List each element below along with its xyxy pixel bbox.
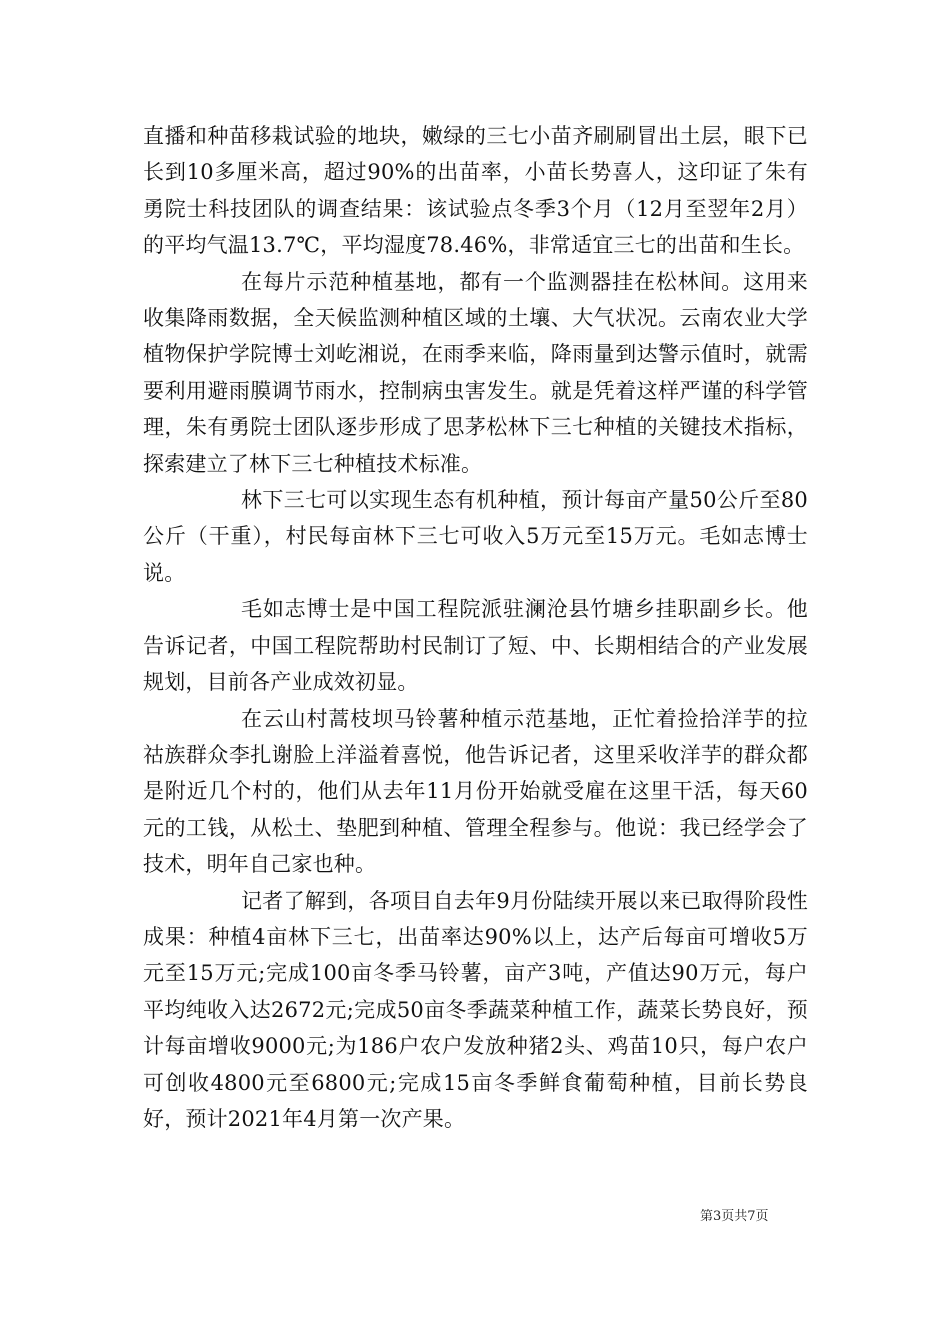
paragraph-3: 林下三七可以实现生态有机种植，预计每亩产量50公斤至80公斤（干重），村民每亩林下三七可收入5万元至15万元。毛如志博士说。 xyxy=(143,488,808,585)
paragraph-6: 记者了解到，各项目自去年9月份陆续开展以来已取得阶段性成果：种植4亩林下三七，出苗率达90%以上，达产后每亩可增收5万元至15万元;完成100亩冬季马铃薯，亩产3吨，产值达90万元，每户平均纯收入达2672元;完成50亩冬季蔬菜种植工作，蔬菜长势良好，预计每亩增收9000元;为186户农户发放种猪2头、鸡苗10只，每户农户可创收4800元至6800元;完成15亩冬季鲜食葡萄种植，目前长势良好，预计2021年4月第一次产果。 xyxy=(143,888,808,1131)
paragraph-4: 毛如志博士是中国工程院派驻澜沧县竹塘乡挂职副乡长。他告诉记者，中国工程院帮助村民制订了短、中、长期相结合的产业发展规划，目前各产业成效初显。 xyxy=(143,597,808,695)
page-number: 第3页共7页 xyxy=(700,1209,769,1224)
paragraph-5: 在云山村蒿枝坝马铃薯种植示范基地，正忙着捡拾洋芋的拉祜族群众李扎谢脸上洋溢着喜悦，他告诉记者，这里采收洋芋的群众都是附近几个村的，他们从去年11月份开始就受雇在这里干活，每天60元的工钱，从松土、垫肥到种植、管理全程参与。他说：我已经学会了技术，明年自己家也种。 xyxy=(143,706,808,877)
paragraph-2: 在每片示范种植基地，都有一个监测器挂在松林间。这用来收集降雨数据，全天候监测种植区域的土壤、大气状况。云南农业大学植物保护学院博士刘屹湘说，在雨季来临，降雨量到达警示值时，就需要利用避雨膜调节雨水，控制病虫害发生。就是凭着这样严谨的科学管理，朱有勇院士团队逐步形成了思茅松林下三七种植的关键技术指标，探索建立了林下三七种植技术标准。 xyxy=(143,269,808,476)
article-body xyxy=(143,118,808,1137)
paragraph-1: 直播和种苗移栽试验的地块，嫩绿的三七小苗齐刷刷冒出土层，眼下已长到10多厘米高，超过90%的出苗率，小苗长势喜人，这印证了朱有勇院士科技团队的调查结果：该试验点冬季3个月（12月至翌年2月）的平均气温13.7℃，平均湿度78.46%，非常适宜三七的出苗和生长。 xyxy=(143,124,808,258)
